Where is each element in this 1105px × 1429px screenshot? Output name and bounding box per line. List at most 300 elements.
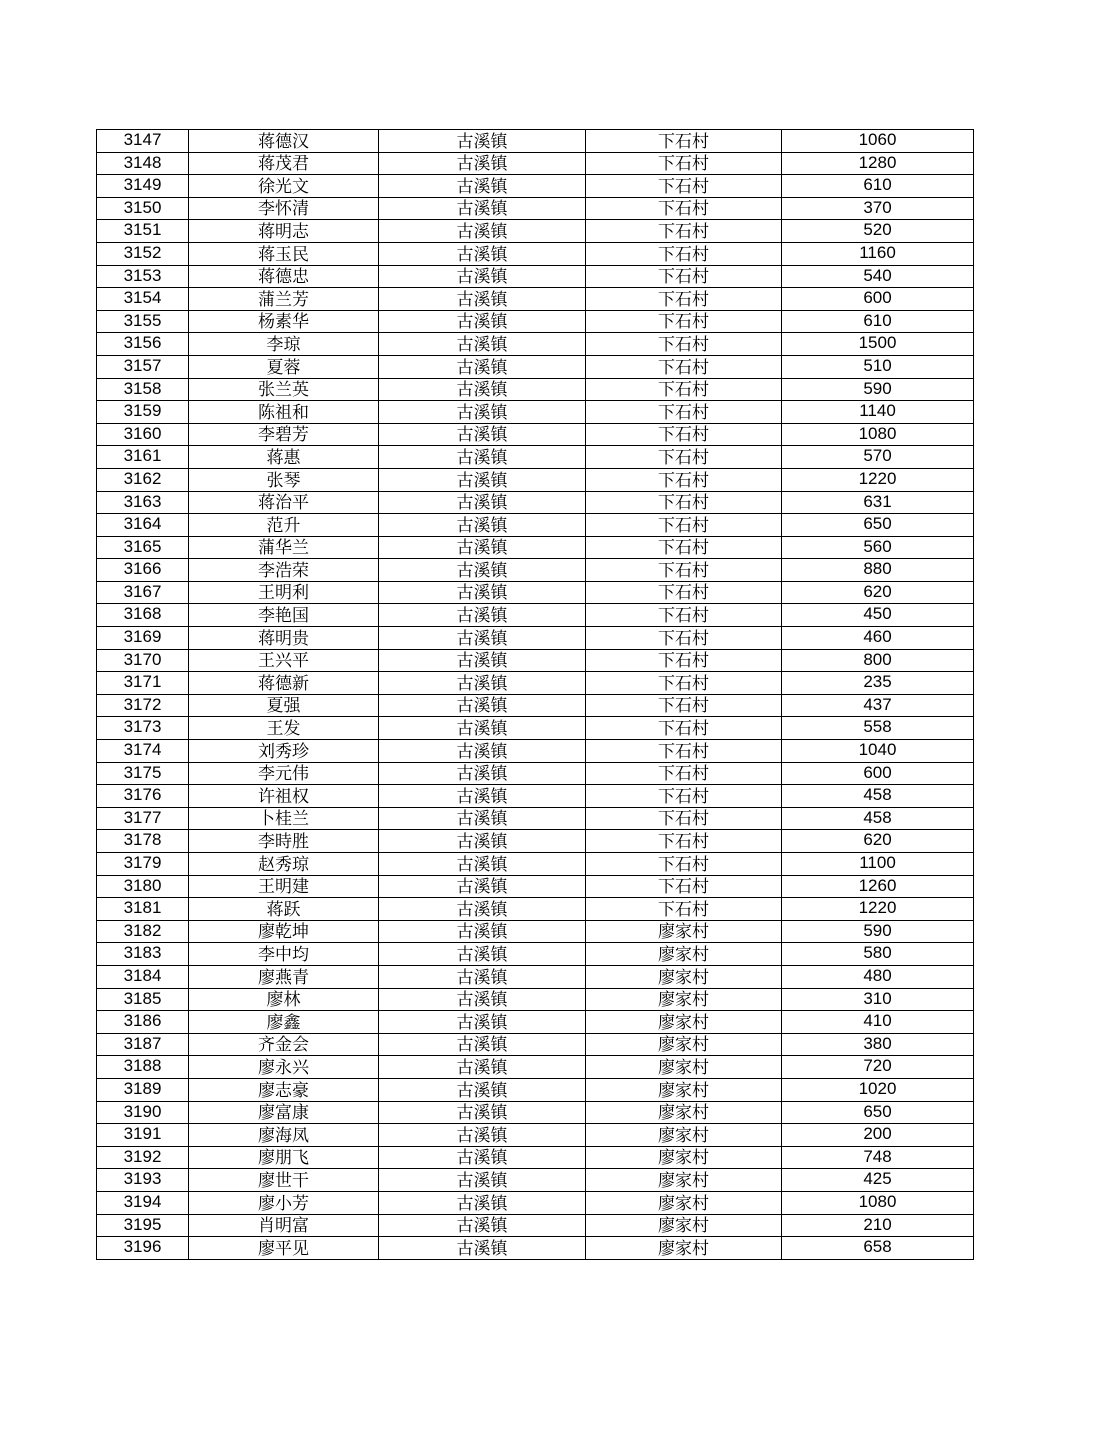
town-cell: 古溪镇 xyxy=(379,785,586,808)
amount-cell: 880 xyxy=(782,559,974,582)
village-cell: 下石村 xyxy=(586,175,782,198)
table-row xyxy=(97,672,974,695)
village-cell: 下石村 xyxy=(586,468,782,491)
town-cell: 古溪镇 xyxy=(379,627,586,650)
village-cell: 廖家村 xyxy=(586,1078,782,1101)
village-cell: 廖家村 xyxy=(586,1214,782,1237)
name-cell: 李中均 xyxy=(189,943,379,966)
amount-cell: 480 xyxy=(782,965,974,988)
table-row xyxy=(97,310,974,333)
amount-cell: 540 xyxy=(782,265,974,288)
name-cell: 陈祖和 xyxy=(189,401,379,424)
town-cell: 古溪镇 xyxy=(379,672,586,695)
table-row xyxy=(97,920,974,943)
amount-cell: 650 xyxy=(782,514,974,537)
town-cell: 古溪镇 xyxy=(379,1056,586,1079)
village-cell: 下石村 xyxy=(586,220,782,243)
name-cell: 李碧芳 xyxy=(189,423,379,446)
name-cell: 廖海凤 xyxy=(189,1124,379,1147)
name-cell: 蒋茂君 xyxy=(189,152,379,175)
id-cell: 3186 xyxy=(97,1011,189,1034)
table-row xyxy=(97,830,974,853)
town-cell: 古溪镇 xyxy=(379,875,586,898)
amount-cell: 650 xyxy=(782,1101,974,1124)
name-cell: 蒋德汉 xyxy=(189,130,379,153)
table-row xyxy=(97,853,974,876)
id-cell: 3191 xyxy=(97,1124,189,1147)
village-cell: 下石村 xyxy=(586,627,782,650)
village-cell: 廖家村 xyxy=(586,1169,782,1192)
town-cell: 古溪镇 xyxy=(379,694,586,717)
town-cell: 古溪镇 xyxy=(379,740,586,763)
village-cell: 下石村 xyxy=(586,265,782,288)
amount-cell: 1060 xyxy=(782,130,974,153)
table-row xyxy=(97,491,974,514)
name-cell: 李怀清 xyxy=(189,197,379,220)
table-row xyxy=(97,807,974,830)
table-row xyxy=(97,717,974,740)
amount-cell: 1100 xyxy=(782,853,974,876)
town-cell: 古溪镇 xyxy=(379,762,586,785)
name-cell: 齐金会 xyxy=(189,1033,379,1056)
amount-cell: 310 xyxy=(782,988,974,1011)
id-cell: 3149 xyxy=(97,175,189,198)
name-cell: 蒋治平 xyxy=(189,491,379,514)
table-body xyxy=(97,130,974,1260)
name-cell: 蒲兰芳 xyxy=(189,288,379,311)
name-cell: 蒋德忠 xyxy=(189,265,379,288)
amount-cell: 437 xyxy=(782,694,974,717)
village-cell: 下石村 xyxy=(586,378,782,401)
amount-cell: 1140 xyxy=(782,401,974,424)
amount-cell: 570 xyxy=(782,446,974,469)
table-row xyxy=(97,378,974,401)
table-row xyxy=(97,740,974,763)
id-cell: 3150 xyxy=(97,197,189,220)
village-cell: 下石村 xyxy=(586,604,782,627)
id-cell: 3166 xyxy=(97,559,189,582)
town-cell: 古溪镇 xyxy=(379,242,586,265)
name-cell: 李浩荣 xyxy=(189,559,379,582)
amount-cell: 1500 xyxy=(782,333,974,356)
village-cell: 廖家村 xyxy=(586,965,782,988)
name-cell: 徐光文 xyxy=(189,175,379,198)
amount-cell: 458 xyxy=(782,807,974,830)
name-cell: 廖世干 xyxy=(189,1169,379,1192)
id-cell: 3184 xyxy=(97,965,189,988)
village-cell: 廖家村 xyxy=(586,943,782,966)
amount-cell: 590 xyxy=(782,920,974,943)
village-cell: 下石村 xyxy=(586,694,782,717)
amount-cell: 1080 xyxy=(782,423,974,446)
amount-cell: 1280 xyxy=(782,152,974,175)
town-cell: 古溪镇 xyxy=(379,717,586,740)
name-cell: 廖林 xyxy=(189,988,379,1011)
village-cell: 下石村 xyxy=(586,807,782,830)
amount-cell: 200 xyxy=(782,1124,974,1147)
town-cell: 古溪镇 xyxy=(379,649,586,672)
table-row xyxy=(97,762,974,785)
id-cell: 3157 xyxy=(97,355,189,378)
name-cell: 廖永兴 xyxy=(189,1056,379,1079)
village-cell: 下石村 xyxy=(586,355,782,378)
village-cell: 下石村 xyxy=(586,740,782,763)
table-row xyxy=(97,1124,974,1147)
village-cell: 下石村 xyxy=(586,514,782,537)
name-cell: 蒲华兰 xyxy=(189,536,379,559)
amount-cell: 370 xyxy=(782,197,974,220)
id-cell: 3158 xyxy=(97,378,189,401)
id-cell: 3147 xyxy=(97,130,189,153)
name-cell: 蒋惠 xyxy=(189,446,379,469)
id-cell: 3178 xyxy=(97,830,189,853)
table-row xyxy=(97,536,974,559)
village-cell: 下石村 xyxy=(586,333,782,356)
table-row xyxy=(97,152,974,175)
amount-cell: 510 xyxy=(782,355,974,378)
village-cell: 下石村 xyxy=(586,401,782,424)
village-cell: 下石村 xyxy=(586,491,782,514)
table-row xyxy=(97,1191,974,1214)
town-cell: 古溪镇 xyxy=(379,468,586,491)
table-row xyxy=(97,242,974,265)
table-row xyxy=(97,1237,974,1260)
table-row xyxy=(97,965,974,988)
village-cell: 下石村 xyxy=(586,536,782,559)
amount-cell: 720 xyxy=(782,1056,974,1079)
town-cell: 古溪镇 xyxy=(379,536,586,559)
village-cell: 下石村 xyxy=(586,446,782,469)
table-row xyxy=(97,1078,974,1101)
town-cell: 古溪镇 xyxy=(379,965,586,988)
id-cell: 3194 xyxy=(97,1191,189,1214)
amount-cell: 1260 xyxy=(782,875,974,898)
name-cell: 廖志豪 xyxy=(189,1078,379,1101)
table-row xyxy=(97,401,974,424)
name-cell: 王明利 xyxy=(189,581,379,604)
town-cell: 古溪镇 xyxy=(379,1169,586,1192)
table-row xyxy=(97,130,974,153)
id-cell: 3180 xyxy=(97,875,189,898)
id-cell: 3170 xyxy=(97,649,189,672)
town-cell: 古溪镇 xyxy=(379,152,586,175)
village-cell: 廖家村 xyxy=(586,1146,782,1169)
amount-cell: 610 xyxy=(782,310,974,333)
name-cell: 蒋明贵 xyxy=(189,627,379,650)
id-cell: 3192 xyxy=(97,1146,189,1169)
village-cell: 下石村 xyxy=(586,717,782,740)
id-cell: 3175 xyxy=(97,762,189,785)
amount-cell: 580 xyxy=(782,943,974,966)
id-cell: 3148 xyxy=(97,152,189,175)
town-cell: 古溪镇 xyxy=(379,898,586,921)
table-row xyxy=(97,627,974,650)
town-cell: 古溪镇 xyxy=(379,220,586,243)
data-table xyxy=(96,129,974,1260)
id-cell: 3196 xyxy=(97,1237,189,1260)
id-cell: 3174 xyxy=(97,740,189,763)
name-cell: 廖平见 xyxy=(189,1237,379,1260)
name-cell: 夏强 xyxy=(189,694,379,717)
town-cell: 古溪镇 xyxy=(379,333,586,356)
amount-cell: 560 xyxy=(782,536,974,559)
name-cell: 杨素华 xyxy=(189,310,379,333)
name-cell: 许祖权 xyxy=(189,785,379,808)
village-cell: 下石村 xyxy=(586,581,782,604)
town-cell: 古溪镇 xyxy=(379,423,586,446)
name-cell: 李艳国 xyxy=(189,604,379,627)
village-cell: 下石村 xyxy=(586,762,782,785)
table-row xyxy=(97,423,974,446)
table-row xyxy=(97,220,974,243)
town-cell: 古溪镇 xyxy=(379,559,586,582)
table-row xyxy=(97,288,974,311)
table-row xyxy=(97,559,974,582)
name-cell: 赵秀琼 xyxy=(189,853,379,876)
village-cell: 下石村 xyxy=(586,288,782,311)
amount-cell: 410 xyxy=(782,1011,974,1034)
amount-cell: 1160 xyxy=(782,242,974,265)
table-row xyxy=(97,943,974,966)
id-cell: 3160 xyxy=(97,423,189,446)
table-row xyxy=(97,785,974,808)
table-row xyxy=(97,1056,974,1079)
name-cell: 张琴 xyxy=(189,468,379,491)
table-row xyxy=(97,875,974,898)
village-cell: 廖家村 xyxy=(586,1056,782,1079)
town-cell: 古溪镇 xyxy=(379,604,586,627)
town-cell: 古溪镇 xyxy=(379,197,586,220)
table-row xyxy=(97,1169,974,1192)
table-row xyxy=(97,175,974,198)
village-cell: 下石村 xyxy=(586,672,782,695)
village-cell: 下石村 xyxy=(586,152,782,175)
table-row xyxy=(97,446,974,469)
amount-cell: 1220 xyxy=(782,898,974,921)
village-cell: 下石村 xyxy=(586,785,782,808)
town-cell: 古溪镇 xyxy=(379,514,586,537)
village-cell: 下石村 xyxy=(586,898,782,921)
name-cell: 李琼 xyxy=(189,333,379,356)
id-cell: 3154 xyxy=(97,288,189,311)
amount-cell: 425 xyxy=(782,1169,974,1192)
id-cell: 3193 xyxy=(97,1169,189,1192)
table-row xyxy=(97,1033,974,1056)
town-cell: 古溪镇 xyxy=(379,1033,586,1056)
name-cell: 李元伟 xyxy=(189,762,379,785)
table-row xyxy=(97,1214,974,1237)
id-cell: 3176 xyxy=(97,785,189,808)
id-cell: 3195 xyxy=(97,1214,189,1237)
id-cell: 3164 xyxy=(97,514,189,537)
name-cell: 廖小芳 xyxy=(189,1191,379,1214)
amount-cell: 620 xyxy=(782,581,974,604)
town-cell: 古溪镇 xyxy=(379,920,586,943)
table-row xyxy=(97,581,974,604)
village-cell: 下石村 xyxy=(586,649,782,672)
id-cell: 3165 xyxy=(97,536,189,559)
amount-cell: 1220 xyxy=(782,468,974,491)
town-cell: 古溪镇 xyxy=(379,401,586,424)
amount-cell: 631 xyxy=(782,491,974,514)
id-cell: 3162 xyxy=(97,468,189,491)
id-cell: 3172 xyxy=(97,694,189,717)
village-cell: 下石村 xyxy=(586,130,782,153)
name-cell: 廖鑫 xyxy=(189,1011,379,1034)
id-cell: 3171 xyxy=(97,672,189,695)
id-cell: 3168 xyxy=(97,604,189,627)
village-cell: 下石村 xyxy=(586,853,782,876)
amount-cell: 450 xyxy=(782,604,974,627)
village-cell: 下石村 xyxy=(586,875,782,898)
amount-cell: 800 xyxy=(782,649,974,672)
name-cell: 王发 xyxy=(189,717,379,740)
town-cell: 古溪镇 xyxy=(379,943,586,966)
town-cell: 古溪镇 xyxy=(379,988,586,1011)
table-row xyxy=(97,898,974,921)
name-cell: 张兰英 xyxy=(189,378,379,401)
id-cell: 3187 xyxy=(97,1033,189,1056)
table-row xyxy=(97,988,974,1011)
id-cell: 3167 xyxy=(97,581,189,604)
amount-cell: 600 xyxy=(782,288,974,311)
village-cell: 下石村 xyxy=(586,242,782,265)
table-row xyxy=(97,649,974,672)
table-row xyxy=(97,333,974,356)
id-cell: 3179 xyxy=(97,853,189,876)
name-cell: 廖朋飞 xyxy=(189,1146,379,1169)
amount-cell: 1040 xyxy=(782,740,974,763)
village-cell: 下石村 xyxy=(586,830,782,853)
table-row xyxy=(97,1011,974,1034)
id-cell: 3155 xyxy=(97,310,189,333)
id-cell: 3159 xyxy=(97,401,189,424)
town-cell: 古溪镇 xyxy=(379,265,586,288)
town-cell: 古溪镇 xyxy=(379,581,586,604)
amount-cell: 210 xyxy=(782,1214,974,1237)
village-cell: 下石村 xyxy=(586,197,782,220)
id-cell: 3151 xyxy=(97,220,189,243)
amount-cell: 610 xyxy=(782,175,974,198)
id-cell: 3152 xyxy=(97,242,189,265)
id-cell: 3182 xyxy=(97,920,189,943)
id-cell: 3156 xyxy=(97,333,189,356)
name-cell: 蒋明志 xyxy=(189,220,379,243)
name-cell: 蒋德新 xyxy=(189,672,379,695)
id-cell: 3161 xyxy=(97,446,189,469)
town-cell: 古溪镇 xyxy=(379,807,586,830)
id-cell: 3190 xyxy=(97,1101,189,1124)
town-cell: 古溪镇 xyxy=(379,1237,586,1260)
town-cell: 古溪镇 xyxy=(379,491,586,514)
id-cell: 3189 xyxy=(97,1078,189,1101)
table-row xyxy=(97,265,974,288)
town-cell: 古溪镇 xyxy=(379,1011,586,1034)
name-cell: 李時胜 xyxy=(189,830,379,853)
id-cell: 3188 xyxy=(97,1056,189,1079)
town-cell: 古溪镇 xyxy=(379,355,586,378)
amount-cell: 520 xyxy=(782,220,974,243)
name-cell: 夏蓉 xyxy=(189,355,379,378)
id-cell: 3185 xyxy=(97,988,189,1011)
village-cell: 廖家村 xyxy=(586,988,782,1011)
name-cell: 廖乾坤 xyxy=(189,920,379,943)
amount-cell: 460 xyxy=(782,627,974,650)
town-cell: 古溪镇 xyxy=(379,1191,586,1214)
table-row xyxy=(97,1146,974,1169)
amount-cell: 1080 xyxy=(782,1191,974,1214)
amount-cell: 458 xyxy=(782,785,974,808)
village-cell: 下石村 xyxy=(586,310,782,333)
name-cell: 刘秀珍 xyxy=(189,740,379,763)
village-cell: 廖家村 xyxy=(586,1101,782,1124)
name-cell: 卜桂兰 xyxy=(189,807,379,830)
table-row xyxy=(97,694,974,717)
table-row xyxy=(97,514,974,537)
id-cell: 3183 xyxy=(97,943,189,966)
id-cell: 3173 xyxy=(97,717,189,740)
name-cell: 范升 xyxy=(189,514,379,537)
town-cell: 古溪镇 xyxy=(379,1124,586,1147)
town-cell: 古溪镇 xyxy=(379,1214,586,1237)
name-cell: 廖燕青 xyxy=(189,965,379,988)
amount-cell: 590 xyxy=(782,378,974,401)
id-cell: 3153 xyxy=(97,265,189,288)
town-cell: 古溪镇 xyxy=(379,130,586,153)
village-cell: 廖家村 xyxy=(586,1011,782,1034)
town-cell: 古溪镇 xyxy=(379,446,586,469)
amount-cell: 1020 xyxy=(782,1078,974,1101)
village-cell: 廖家村 xyxy=(586,1124,782,1147)
table-row xyxy=(97,355,974,378)
table-row xyxy=(97,1101,974,1124)
town-cell: 古溪镇 xyxy=(379,288,586,311)
id-cell: 3177 xyxy=(97,807,189,830)
id-cell: 3163 xyxy=(97,491,189,514)
amount-cell: 558 xyxy=(782,717,974,740)
table-row xyxy=(97,468,974,491)
town-cell: 古溪镇 xyxy=(379,830,586,853)
amount-cell: 600 xyxy=(782,762,974,785)
name-cell: 蒋跃 xyxy=(189,898,379,921)
name-cell: 蒋玉民 xyxy=(189,242,379,265)
name-cell: 王兴平 xyxy=(189,649,379,672)
village-cell: 廖家村 xyxy=(586,1237,782,1260)
town-cell: 古溪镇 xyxy=(379,1101,586,1124)
town-cell: 古溪镇 xyxy=(379,853,586,876)
village-cell: 廖家村 xyxy=(586,1191,782,1214)
name-cell: 肖明富 xyxy=(189,1214,379,1237)
town-cell: 古溪镇 xyxy=(379,175,586,198)
village-cell: 下石村 xyxy=(586,423,782,446)
amount-cell: 620 xyxy=(782,830,974,853)
table-row xyxy=(97,197,974,220)
village-cell: 下石村 xyxy=(586,559,782,582)
village-cell: 廖家村 xyxy=(586,920,782,943)
village-cell: 廖家村 xyxy=(586,1033,782,1056)
amount-cell: 658 xyxy=(782,1237,974,1260)
id-cell: 3169 xyxy=(97,627,189,650)
table-row xyxy=(97,604,974,627)
amount-cell: 235 xyxy=(782,672,974,695)
town-cell: 古溪镇 xyxy=(379,378,586,401)
id-cell: 3181 xyxy=(97,898,189,921)
name-cell: 王明建 xyxy=(189,875,379,898)
amount-cell: 380 xyxy=(782,1033,974,1056)
name-cell: 廖富康 xyxy=(189,1101,379,1124)
amount-cell: 748 xyxy=(782,1146,974,1169)
town-cell: 古溪镇 xyxy=(379,1078,586,1101)
